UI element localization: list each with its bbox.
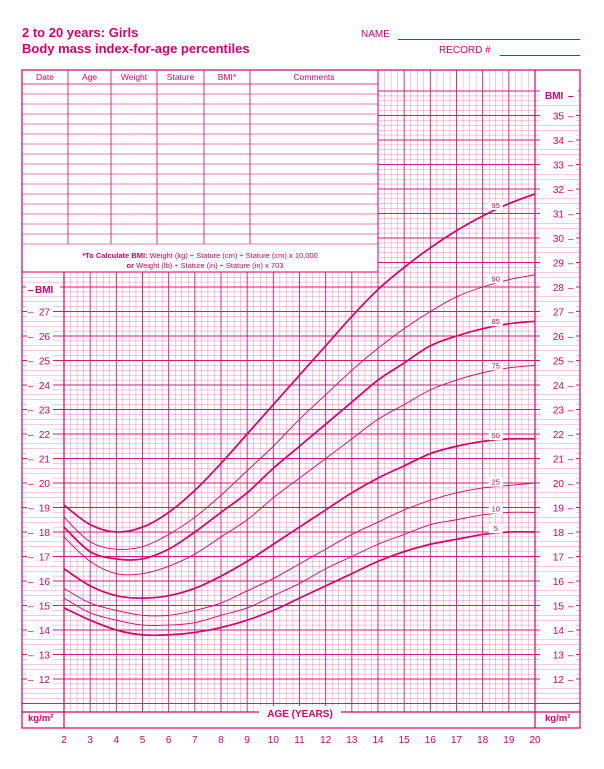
- y-tick-right-dash: –: [568, 356, 574, 368]
- ylabel-left-dash: –: [28, 285, 34, 296]
- y-tick-left-dash: –: [28, 528, 34, 539]
- bmi-formula-line1: *To Calculate BMI: Weight (kg) ÷ Stature (cm) ÷ Stature (cm) x 10,000: [82, 251, 318, 260]
- y-tick-right-29: 29: [552, 258, 564, 270]
- y-tick-left-dash: –: [28, 626, 34, 637]
- x-tick-4: 4: [113, 735, 120, 746]
- y-tick-left-18: 18: [38, 528, 50, 539]
- y-tick-left-dash: –: [28, 430, 34, 441]
- y-tick-right-dash: –: [568, 503, 574, 515]
- y-tick-right-30: 30: [552, 234, 564, 245]
- y-tick-right-dash: –: [568, 650, 574, 662]
- y-tick-left-dash: –: [28, 552, 34, 564]
- y-tick-left-dash: –: [28, 675, 34, 686]
- percentile-50-label: 50: [491, 431, 500, 441]
- y-tick-right-dash: –: [568, 307, 574, 319]
- x-tick-17: 17: [450, 735, 463, 746]
- y-tick-right-dash: –: [568, 430, 574, 441]
- x-tick-12: 12: [320, 735, 332, 746]
- table-box: [22, 70, 378, 272]
- y-tick-right-34: 34: [552, 136, 564, 147]
- y-tick-left-dash: –: [28, 503, 34, 515]
- y-tick-right-dash: –: [568, 258, 574, 270]
- y-tick-right-dash: –: [568, 405, 574, 417]
- y-tick-right-dash: –: [568, 552, 574, 564]
- y-tick-right-35: 35: [552, 111, 564, 123]
- y-tick-right-dash: –: [568, 479, 574, 490]
- y-tick-right-19: 19: [552, 503, 564, 515]
- y-tick-left-17: 17: [38, 552, 50, 564]
- y-tick-left-15: 15: [38, 601, 50, 613]
- y-tick-right-dash: –: [568, 675, 574, 686]
- table-header-age: Age: [81, 72, 98, 82]
- x-tick-3: 3: [87, 735, 93, 746]
- y-tick-left-14: 14: [38, 626, 50, 637]
- x-tick-19: 19: [503, 735, 515, 746]
- y-tick-right-dash: –: [568, 454, 574, 466]
- y-tick-right-dash: –: [568, 136, 574, 147]
- x-tick-8: 8: [218, 735, 224, 746]
- y-tick-right-dash: –: [568, 111, 574, 123]
- y-tick-left-21: 21: [38, 454, 50, 466]
- y-tick-left-dash: –: [28, 356, 34, 368]
- percentile-25-label: 25: [491, 477, 500, 487]
- y-tick-left-16: 16: [38, 577, 50, 588]
- y-tick-left-dash: –: [28, 381, 34, 392]
- y-tick-right-25: 25: [552, 356, 564, 368]
- ylabel-right-dash: –: [568, 91, 574, 102]
- y-tick-left-26: 26: [38, 332, 50, 343]
- y-tick-left-dash: –: [28, 479, 34, 490]
- x-tick-18: 18: [477, 735, 489, 746]
- table-header-weight: Weight: [120, 72, 148, 82]
- y-tick-right-21: 21: [552, 454, 564, 466]
- y-tick-left-12: 12: [38, 675, 50, 686]
- y-tick-right-17: 17: [552, 552, 564, 564]
- chart-title-line1: 2 to 20 years: Girls: [22, 25, 139, 40]
- y-tick-left-24: 24: [38, 381, 50, 392]
- table-header-bmi: BMI*: [217, 72, 237, 82]
- y-tick-right-dash: –: [568, 577, 574, 588]
- y-tick-right-dash: –: [568, 626, 574, 637]
- y-tick-left-20: 20: [38, 479, 50, 490]
- y-tick-right-23: 23: [552, 405, 564, 417]
- y-tick-right-13: 13: [552, 650, 564, 662]
- y-tick-right-12: 12: [552, 675, 564, 686]
- bmi-formula-line2: or Weight (lb) ÷ Stature (in) ÷ Stature (in) x 703: [126, 261, 284, 270]
- y-tick-right-dash: –: [568, 381, 574, 392]
- y-tick-right-dash: –: [568, 209, 574, 221]
- y-tick-right-20: 20: [552, 479, 564, 490]
- percentile-75-label: 75: [491, 361, 500, 371]
- y-tick-right-dash: –: [568, 332, 574, 343]
- x-tick-14: 14: [372, 735, 384, 746]
- x-tick-7: 7: [192, 735, 198, 746]
- x-tick-11: 11: [294, 735, 305, 746]
- y-tick-left-dash: –: [28, 577, 34, 588]
- y-tick-right-15: 15: [552, 601, 564, 613]
- y-tick-right-26: 26: [552, 332, 564, 343]
- chart-title-line2: Body mass index-for-age percentiles: [22, 41, 250, 56]
- x-tick-5: 5: [139, 735, 146, 746]
- unit-label-right: kg/m²: [545, 713, 571, 724]
- percentile-85-label: 85: [491, 317, 500, 327]
- table-header-stature: Stature: [166, 72, 195, 82]
- y-tick-right-27: 27: [552, 307, 564, 319]
- y-tick-right-dash: –: [568, 528, 574, 539]
- y-tick-right-24: 24: [552, 381, 564, 392]
- y-tick-left-27: 27: [38, 307, 50, 319]
- y-tick-right-32: 32: [552, 185, 564, 196]
- y-tick-right-dash: –: [568, 185, 574, 196]
- y-tick-right-dash: –: [568, 283, 574, 294]
- unit-label-left: kg/m²: [28, 713, 54, 724]
- ylabel-right: BMI: [545, 91, 564, 102]
- percentile-90-label: 90: [491, 274, 500, 284]
- y-tick-left-22: 22: [38, 430, 50, 441]
- y-tick-right-22: 22: [552, 430, 564, 441]
- y-tick-left-dash: –: [28, 405, 34, 417]
- y-tick-left-dash: –: [28, 601, 34, 613]
- y-tick-right-18: 18: [552, 528, 564, 539]
- table-header-comments: Comments: [293, 72, 335, 82]
- xlabel: AGE (YEARS): [267, 709, 333, 720]
- x-tick-6: 6: [165, 735, 172, 746]
- y-tick-left-19: 19: [38, 503, 50, 515]
- percentile-5-label: 5: [493, 524, 498, 534]
- x-tick-13: 13: [346, 735, 358, 746]
- y-tick-left-dash: –: [28, 650, 34, 662]
- record-label: RECORD #: [439, 45, 491, 56]
- x-tick-10: 10: [267, 735, 279, 746]
- x-tick-20: 20: [529, 735, 541, 746]
- y-tick-right-28: 28: [552, 283, 564, 294]
- y-tick-right-dash: –: [568, 601, 574, 613]
- y-tick-right-16: 16: [552, 577, 564, 588]
- y-tick-right-dash: –: [568, 160, 574, 172]
- x-tick-9: 9: [244, 735, 250, 746]
- y-tick-left-13: 13: [38, 650, 50, 662]
- y-tick-left-dash: –: [28, 307, 34, 319]
- x-tick-2: 2: [61, 735, 67, 746]
- recording-table: [22, 70, 378, 272]
- y-tick-left-23: 23: [38, 405, 50, 417]
- name-label: NAME: [361, 29, 390, 40]
- x-tick-15: 15: [398, 735, 410, 746]
- percentile-95-label: 95: [491, 200, 500, 210]
- table-header-date: Date: [36, 72, 54, 82]
- y-tick-left-dash: –: [28, 454, 34, 466]
- y-tick-right-31: 31: [552, 209, 564, 221]
- y-tick-right-33: 33: [552, 160, 564, 172]
- x-tick-16: 16: [424, 735, 436, 746]
- y-tick-right-dash: –: [568, 234, 574, 245]
- y-tick-right-14: 14: [552, 626, 564, 637]
- ylabel-left: BMI: [35, 285, 54, 296]
- y-tick-left-25: 25: [38, 356, 50, 368]
- percentile-10-label: 10: [491, 504, 500, 514]
- y-tick-left-dash: –: [28, 332, 34, 343]
